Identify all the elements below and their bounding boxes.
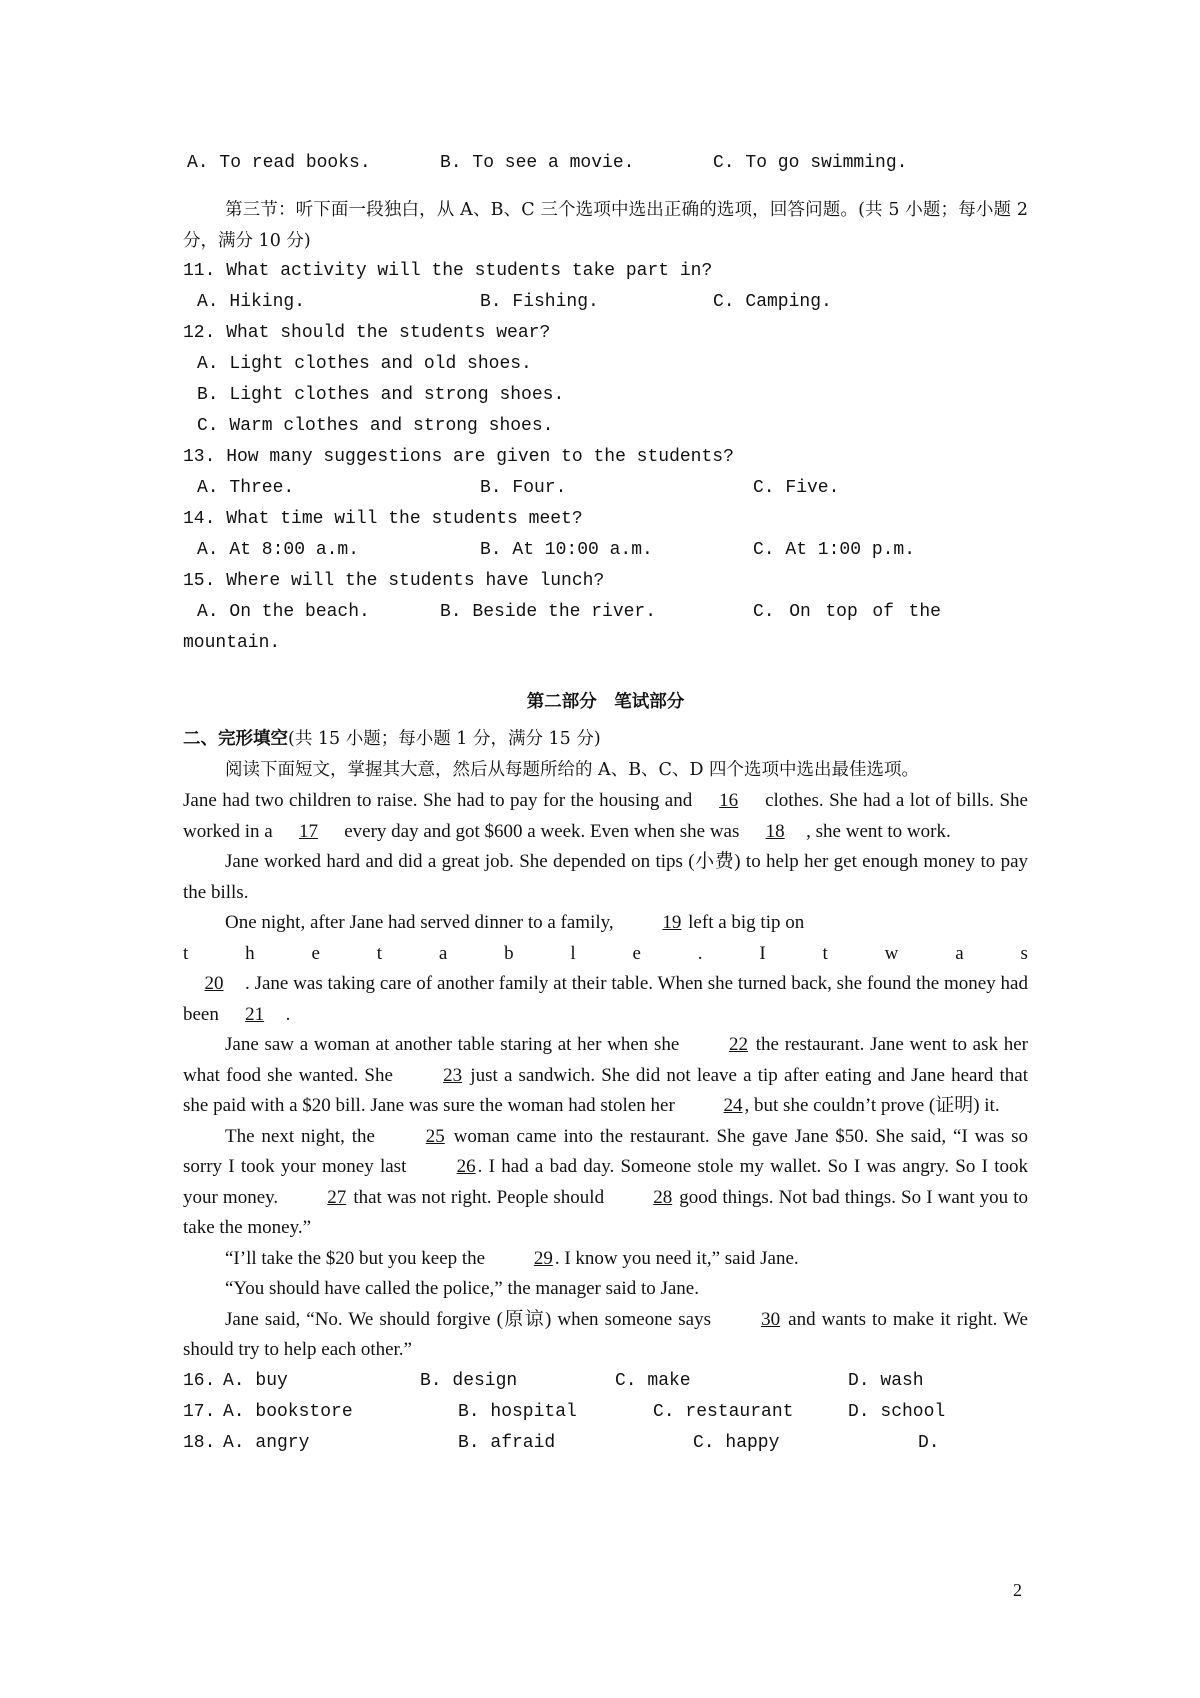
page-number: 2 xyxy=(1013,1580,1022,1600)
blank-21[interactable]: 21 xyxy=(245,1003,265,1025)
option-b: B. design xyxy=(420,1370,518,1391)
exam-page xyxy=(183,148,1028,1459)
option-d: D. xyxy=(918,1432,940,1453)
q15-c-word: the xyxy=(908,602,941,622)
q15-c-word: On xyxy=(789,602,811,622)
option-b: B. hospital xyxy=(458,1401,577,1422)
spread-letter: I xyxy=(759,942,766,964)
passage-text: Jane had two children to raise. She had to pay for the housing and xyxy=(183,790,698,811)
blank-30[interactable]: 30 xyxy=(761,1308,781,1330)
spread-letter: t xyxy=(183,942,189,964)
option-d: D. wash xyxy=(848,1370,924,1391)
option-number: 17. xyxy=(183,1401,216,1422)
spread-letter: l xyxy=(570,942,576,964)
q15-c-word: top xyxy=(825,602,858,622)
q15-c-word: C. xyxy=(753,602,775,622)
cloze-options-row xyxy=(183,1397,1028,1428)
passage-text: . Jane was taking care of another family at their table. When she turned back, she found the money had been xyxy=(183,973,1028,1025)
cloze-options-row xyxy=(183,1428,1028,1459)
cloze-heading xyxy=(183,724,1028,755)
q11-option-a: A. Hiking. xyxy=(197,292,306,312)
spread-letter: h xyxy=(245,942,255,964)
part2-title: 第二部分 笔试部分 xyxy=(526,692,685,712)
q14-option-a: A. At 8:00 a.m. xyxy=(197,540,360,560)
blank-16[interactable]: 16 xyxy=(719,790,739,811)
q15-option-c-continued: mountain. xyxy=(183,633,281,653)
cloze-options xyxy=(183,1366,1028,1459)
q12-option-b: B. Light clothes and strong shoes. xyxy=(197,385,565,405)
option-c: C. restaurant xyxy=(653,1401,794,1422)
q14-option-c: C. At 1:00 p.m. xyxy=(753,540,916,560)
passage-text: good things. Not bad things. So I want you to take the money.” xyxy=(183,1186,1028,1238)
q12-stem: 12. What should the students wear? xyxy=(183,323,551,343)
listening-questions xyxy=(183,256,1028,659)
passage-text: Jane saw a woman at another table staring at her when she xyxy=(225,1034,686,1055)
option-c: C. happy xyxy=(693,1432,780,1453)
cloze-paragraph-5 xyxy=(183,1122,1028,1244)
spread-letter: s xyxy=(1020,942,1028,964)
passage-text: . I know you need it,” said Jane. xyxy=(554,1247,799,1269)
cloze-paragraph-6 xyxy=(183,1244,1028,1275)
q11-option-c: C. Camping. xyxy=(713,292,832,312)
spread-letter: . xyxy=(697,942,703,964)
q15-c-word: of xyxy=(872,602,894,622)
q15-option-a: A. On the beach. xyxy=(197,602,370,622)
passage-text: and wants to make it right. We should try to help each other.” xyxy=(183,1308,1028,1360)
option-a: A. buy xyxy=(223,1370,288,1391)
cloze-paragraph-3 xyxy=(183,908,1028,939)
q14-options xyxy=(183,535,1028,566)
q13-option-b: B. Four. xyxy=(480,478,567,498)
passage-text: every day and got $600 a week. Even when she was xyxy=(339,820,745,842)
option-a: A. angry xyxy=(223,1432,310,1453)
blank-17[interactable]: 17 xyxy=(298,820,318,842)
q10-option-c: C. To go swimming. xyxy=(713,153,908,173)
passage-text: the restaurant. Jane went to ask her what food she wanted. She xyxy=(183,1034,1028,1086)
blank-25[interactable]: 25 xyxy=(425,1125,445,1147)
q10-option-b: B. To see a movie. xyxy=(440,153,635,173)
cloze-instruction: 阅读下面短文，掌握其大意，然后从每题所给的 A、B、C、D 四个选项中选出最佳选项。 xyxy=(225,760,920,780)
blank-26[interactable]: 26 xyxy=(456,1156,476,1177)
spread-letter: b xyxy=(504,942,514,964)
option-a: A. bookstore xyxy=(223,1401,353,1422)
option-b: B. afraid xyxy=(458,1432,556,1453)
q15-options xyxy=(183,597,1028,628)
cloze-paragraph-7: “You should have called the police,” the manager said to Jane. xyxy=(225,1278,699,1299)
passage-text: One night, after Jane had served dinner to a family, xyxy=(225,912,619,933)
option-c: C. make xyxy=(615,1370,691,1391)
cloze-heading-bold: 二、完形填空 xyxy=(183,729,288,749)
passage-text: just a sandwich. She did not leave a tip after eating and Jane heard that she paid with a $20 bill. Jane was sure the woman had stolen her xyxy=(183,1064,1028,1116)
q13-options xyxy=(183,473,1028,504)
q14-stem: 14. What time will the students meet? xyxy=(183,509,583,529)
passage-text: . xyxy=(285,1003,291,1025)
passage-text: . I had a bad day. Someone stole my wallet. So I was angry. So I took your money. xyxy=(183,1156,1028,1208)
blank-29[interactable]: 29 xyxy=(533,1247,553,1269)
cloze-paragraph-3b xyxy=(183,969,1028,1030)
q11-option-b: B. Fishing. xyxy=(480,292,599,312)
spread-letter: e xyxy=(632,942,641,964)
q15-option-c xyxy=(753,597,941,628)
cloze-passage xyxy=(183,786,1028,1366)
passage-text: , she went to work. xyxy=(806,820,951,842)
spread-letter: t xyxy=(376,942,382,964)
q11-stem: 11. What activity will the students take part in? xyxy=(183,261,713,281)
passage-text: that was not right. People should xyxy=(348,1186,610,1208)
cloze-paragraph-2: Jane worked hard and did a great job. She depended on tips (小费) to help her get enough money to pay the bills. xyxy=(183,851,1028,903)
q13-option-a: A. Three. xyxy=(197,478,295,498)
section3-instruction: 第三节：听下面一段独白，从 A、B、C 三个选项中选出正确的选项，回答问题。(共 5 小题；每小题 2 分，满分 10 分) xyxy=(183,200,1028,251)
blank-24[interactable]: 24 xyxy=(723,1095,743,1116)
q15-option-b: B. Beside the river. xyxy=(440,602,657,622)
q12-option-a: A. Light clothes and old shoes. xyxy=(197,354,532,374)
passage-text: , but she couldn’t prove (证明) it. xyxy=(744,1095,1000,1116)
spread-letter: t xyxy=(822,942,828,964)
q13-stem: 13. How many suggestions are given to the students? xyxy=(183,447,734,467)
passage-text: “I’ll take the $20 but you keep the xyxy=(225,1247,490,1269)
spread-letter: a xyxy=(955,942,964,964)
cloze-spread-line xyxy=(183,939,1028,970)
blank-20[interactable]: 20 xyxy=(204,973,224,994)
cloze-paragraph-8 xyxy=(183,1305,1028,1366)
blank-28[interactable]: 28 xyxy=(653,1186,673,1208)
passage-text: left a big tip on xyxy=(683,912,805,933)
cloze-options-row xyxy=(183,1366,1028,1397)
passage-text: woman came into the restaurant. She gave Jane $50. She said, “I was so sorry I took your money last xyxy=(183,1125,1028,1177)
blank-18[interactable]: 18 xyxy=(765,820,785,842)
blank-27[interactable]: 27 xyxy=(327,1186,347,1208)
spread-letter: e xyxy=(311,942,320,964)
cloze-heading-rest: (共 15 小题；每小题 1 分，满分 15 分) xyxy=(288,729,601,749)
option-number: 16. xyxy=(183,1370,216,1391)
blank-23[interactable]: 23 xyxy=(443,1064,463,1086)
q10-options xyxy=(183,148,1028,179)
passage-text: The next night, the xyxy=(225,1125,382,1147)
spread-letter: w xyxy=(884,942,899,964)
blank-22[interactable]: 22 xyxy=(729,1034,749,1055)
cloze-paragraph-4 xyxy=(183,1030,1028,1122)
q15-stem: 15. Where will the students have lunch? xyxy=(183,571,605,591)
q10-option-a: A. To read books. xyxy=(187,153,371,173)
option-number: 18. xyxy=(183,1432,216,1453)
passage-text: Jane said, “No. We should forgive (原谅) when someone says xyxy=(225,1308,718,1330)
q14-option-b: B. At 10:00 a.m. xyxy=(480,540,653,560)
q13-option-c: C. Five. xyxy=(753,478,840,498)
passage-text: clothes. She had a lot of bills. She worked in a xyxy=(183,790,1028,842)
option-d: D. school xyxy=(848,1401,946,1422)
q11-options xyxy=(183,287,1028,318)
q12-option-c: C. Warm clothes and strong shoes. xyxy=(197,416,554,436)
blank-19[interactable]: 19 xyxy=(662,912,682,933)
cloze-paragraph-1 xyxy=(183,786,1028,847)
spread-letter: a xyxy=(438,942,448,964)
